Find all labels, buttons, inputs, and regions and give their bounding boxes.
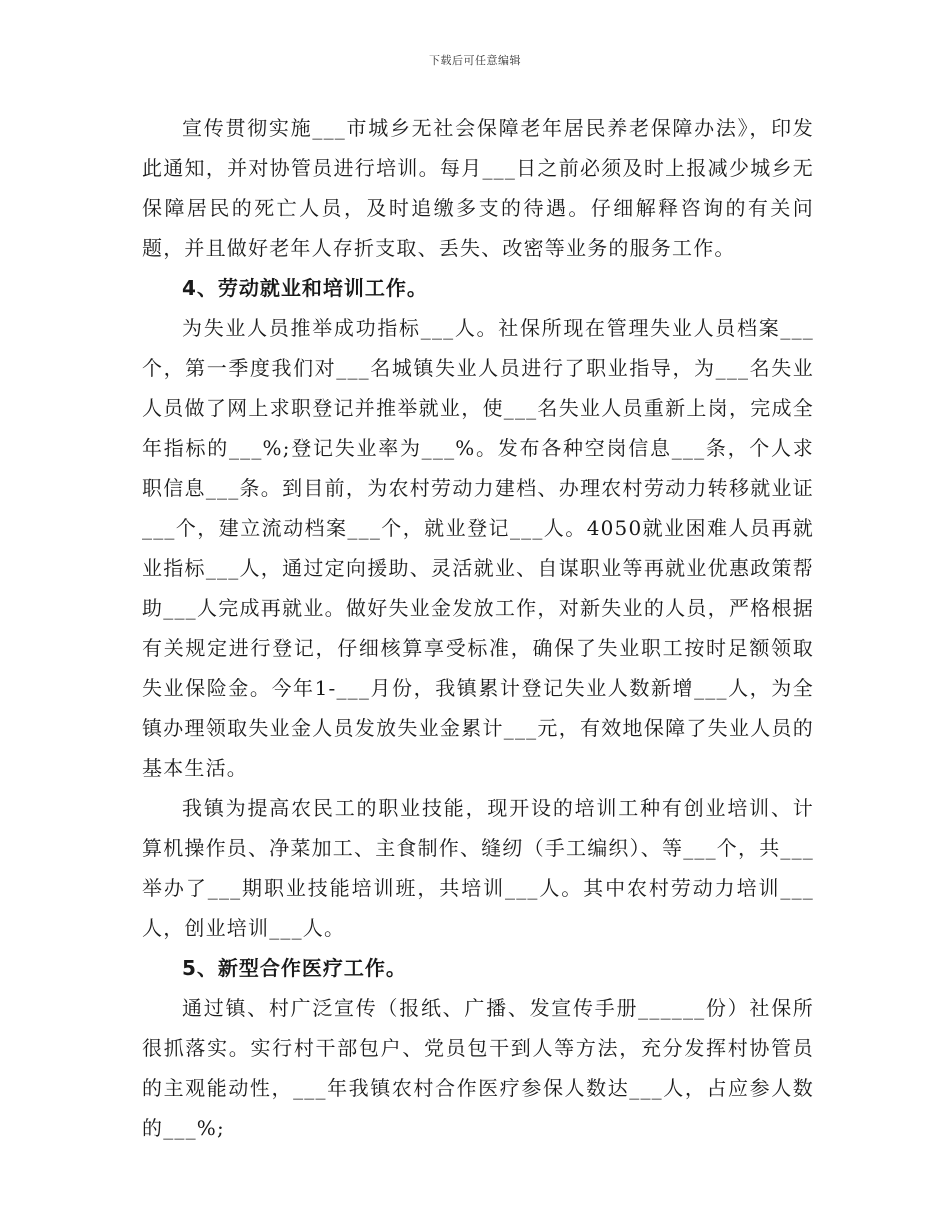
document-body	[142, 108, 814, 1148]
paragraph-employment: 为失业人员推举成功指标___人。社保所现在管理失业人员档案___个，第一季度我们对___名城镇失业人员进行了职业指导，为___名失业人员做了网上求职登记并推举就业，使___名失业人员重新上岗，完成全年指标的___%;登记失业率为___%。发布各种空岗信息___条，个人求职信息___条。到目前，为农村劳动力建档、办理农村劳动力转移就业证___个，建立流动档案___个，就业登记___人。4050就业困难人员再就业指标___人，通过定向援助、灵活就业、自谋职业等再就业优惠政策帮助___人完成再就业。做好失业金发放工作，对新失业的人员，严格根据有关规定进行登记，仔细核算享受标准，确保了失业职工按时足额领取失业保险金。今年1-___月份，我镇累计登记失业人数新增___人，为全镇办理领取失业金人员发放失业金累计___元，有效地保障了失业人员的基本生活。	[142, 316, 814, 780]
section-heading-medical: 5、新型合作医疗工作。	[182, 956, 407, 980]
paragraph-pension-policy: 宣传贯彻实施___市城乡无社会保障老年居民养老保障办法》，印发此通知，并对协管员进行培训。每月___日之前必须及时上报减少城乡无保障居民的死亡人员，及时追缴多支的待遇。仔细解释咨询的有关问题，并且做好老年人存折支取、丢失、改密等业务的服务工作。	[142, 116, 814, 260]
section-heading-employment: 4、劳动就业和培训工作。	[182, 276, 428, 300]
page-header: 下载后可任意编辑	[429, 54, 521, 67]
paragraph-training: 我镇为提高农民工的职业技能，现开设的培训工种有创业培训、计算机操作员、净菜加工、主食制作、缝纫（手工编织）、等___个，共___举办了___期职业技能培训班，共培训___人。其中农村劳动力培训___人，创业培训___人。	[142, 796, 814, 940]
paragraph-medical: 通过镇、村广泛宣传（报纸、广播、发宣传手册______份）社保所很抓落实。实行村干部包户、党员包干到人等方法，充分发挥村协管员的主观能动性，___年我镇农村合作医疗参保人数达___人，占应参人数的___%;	[142, 996, 814, 1140]
